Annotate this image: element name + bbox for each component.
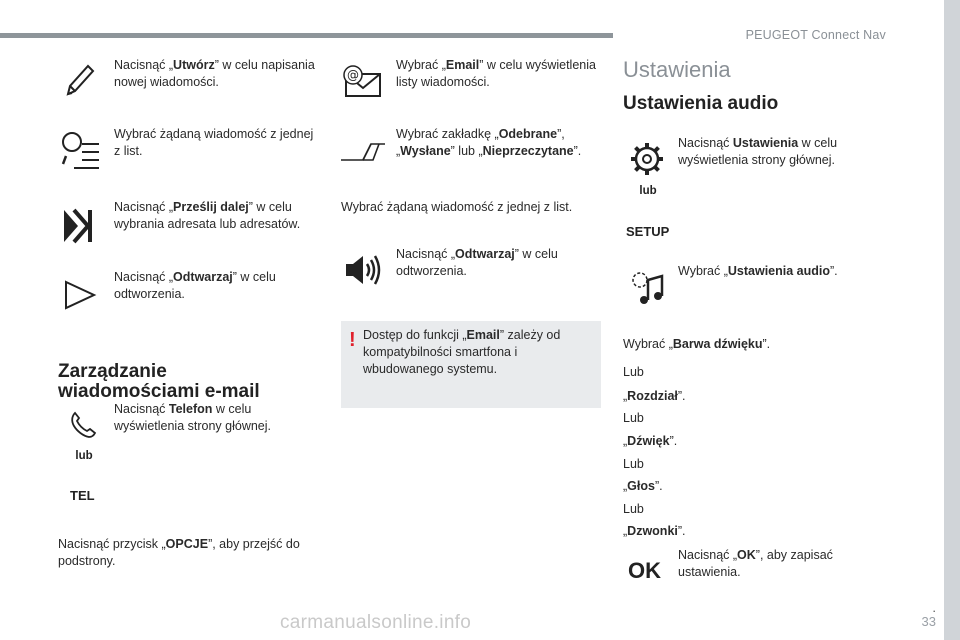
header-rule xyxy=(0,33,613,38)
audio-settings-instruction: Wybrać „Ustawienia audio”. xyxy=(678,264,838,278)
or-text: Lub xyxy=(623,502,644,516)
ok-icon: OK xyxy=(628,558,661,583)
select-message-instruction: Wybrać żądaną wiadomość z jednej z list. xyxy=(114,127,314,158)
options-instruction: Nacisnąć przycisk „OPCJE”, aby przejść do podstrony. xyxy=(58,537,300,568)
section-title: Ustawienia xyxy=(623,57,731,82)
phone-instruction: Nacisnąć Telefon w celu wyświetlenia strony głównej. xyxy=(114,402,272,433)
choose-message-text: Wybrać żądaną wiadomość z jednej z list. xyxy=(341,200,573,214)
or-text: Lub xyxy=(623,411,644,425)
warning-icon: ! xyxy=(349,329,356,351)
email-icon xyxy=(342,64,382,100)
tone-option: Wybrać „Barwa dźwięku”. xyxy=(623,337,771,351)
page-dot: . xyxy=(932,600,936,615)
compose-instruction: Nacisnąć „Utwórz” w celu napisania nowej wiadomości. xyxy=(114,58,315,89)
or-label-settings: lub xyxy=(639,185,657,197)
setup-button-label: SETUP xyxy=(626,224,670,239)
forward-instruction: Nacisnąć „Prześlij dalej” w celu wybrania adresata lub adresatów. xyxy=(114,200,301,231)
svg-text:@: @ xyxy=(347,68,359,82)
ringtones-option: „Dzwonki”. xyxy=(623,524,686,538)
page-edge-strip xyxy=(944,0,960,640)
pencil-icon xyxy=(62,60,96,100)
tabs-instruction: Wybrać zakładkę „Odebrane”, „Wysłane” lub „Nieprzeczytane”. xyxy=(396,127,582,158)
notice-text: Dostęp do funkcji „Email” zależy od kompatybilności smartfona i wbudowanego systemu. xyxy=(363,328,561,376)
sound-option: „Dźwięk”. xyxy=(623,434,678,448)
play-instruction: Nacisnąć „Odtwarzaj” w celu odtworzenia. xyxy=(114,270,276,301)
or-text: Lub xyxy=(623,365,644,379)
music-gear-icon xyxy=(628,268,668,308)
settings-instruction: Nacisnąć Ustawienia w celu wyświetlenia strony głównej. xyxy=(678,136,838,167)
notice-box xyxy=(341,321,601,408)
tel-button-label: TEL xyxy=(70,488,95,503)
play-audio-instruction: Nacisnąć „Odtwarzaj” w celu odtworzenia. xyxy=(396,247,558,278)
ok-instruction: Nacisnąć „OK”, aby zapisać ustawienia. xyxy=(678,548,833,579)
play-icon xyxy=(63,278,97,312)
tab-icon xyxy=(341,140,385,164)
email-management-heading: Zarządzanie wiadomościami e-mail xyxy=(58,361,260,402)
forward-icon xyxy=(60,208,94,244)
gear-icon xyxy=(630,142,664,176)
voice-option: „Głos”. xyxy=(623,479,663,493)
page-number: 33 xyxy=(921,614,936,629)
search-list-icon xyxy=(60,128,102,170)
watermark: carmanualsonline.info xyxy=(280,612,472,633)
audio-settings-heading: Ustawienia audio xyxy=(623,93,779,114)
or-text: Lub xyxy=(623,457,644,471)
brand-title: PEUGEOT Connect Nav xyxy=(745,28,886,42)
email-instruction: Wybrać „Email” w celu wyświetlenia listy wiadomości. xyxy=(396,58,596,89)
distribution-option: „Rozdział”. xyxy=(623,389,686,403)
phone-icon xyxy=(68,410,98,440)
or-label: lub xyxy=(75,450,93,462)
speaker-icon xyxy=(344,252,384,288)
